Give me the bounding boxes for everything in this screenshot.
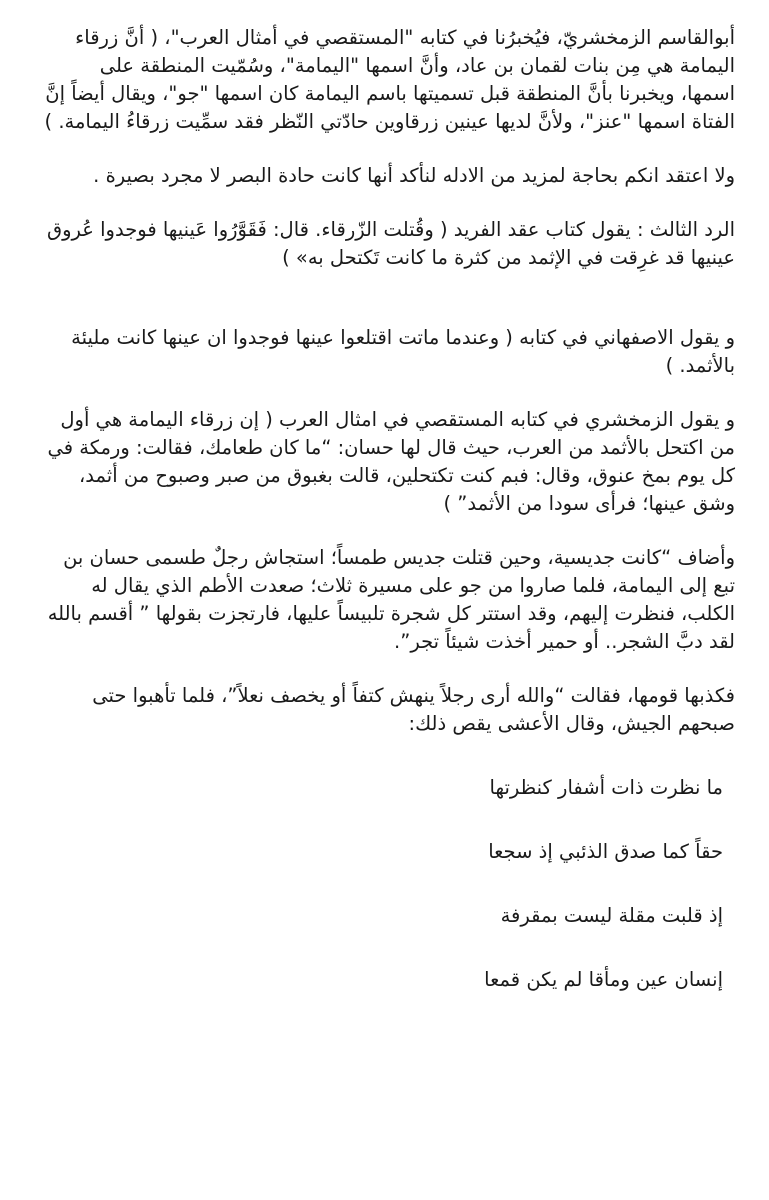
paragraph-jadis: وأضاف “كانت جديسية، وحين قتلت جديس طمساً؛ استجاش رجلٌ طسمى حسان بن تبع إلى اليمامة، فلما صاروا من جو على مسيرة ثلاث؛ صعدت الأطم الذي يقال له الكلب، فنظرت إليهم، وقد استتر كل شجرة تلبيساً عليها، فارتجزت بقولها ” أقسم بالله لقد دبَّ الشجر.. أو حمير أخذت شيئاً تجر”. <box>47 546 735 653</box>
paragraph-people-denied: فكذبها قومها، فقالت “والله أرى رجلاً ينهش كتفاً أو يخصف نعلاً”، فلما تأهبوا حتى صبحهم الجيش، وقال الأعشى يقص ذلك: <box>92 684 735 735</box>
paragraph-sharp-sight: ولا اعتقد انكم بحاجة لمزيد من الادله لنأكد أنها كانت حادة البصر لا مجرد بصيرة . <box>93 164 735 187</box>
verse-line-4: إنسان عين ومأقا لم يكن قمعا <box>484 968 723 991</box>
document-body <box>40 24 735 994</box>
verse-line-3: إذ قلبت مقلة ليست بمقرفة <box>500 904 723 927</box>
paragraph-isfahani: و يقول الاصفهاني في كتابه ( وعندما ماتت اقتلعوا عينها فوجدوا ان عينها كانت مليئة بالأثمد. ) <box>71 326 735 377</box>
paragraph-third-reply: الرد الثالث : يقول كتاب عقد الفريد ( وقُتلت الزّرقاء. قال: فَقَوَّرُوا عَينيها فوجدوا عُروق عينيها قد غرِقت في الإثمد من كثرة ما كانت تَكتحل به» ) <box>47 218 735 269</box>
paragraph-zamakhshari-kohl: و يقول الزمخشري في كتابه المستقصي في امثال العرب ( إن زرقاء اليمامة هي أول من اكتحل بالأثمد من العرب، حيث قال لها حسان: “ما كان طعامك، فقالت: ورمكة في كل يوم بمخ عنوق، وقال: فبم كنت تكتحلين، قالت بغبوق من صبر وصبوح من أثمد، وشق عينها؛ فرأى سودا من الأثمد” ) <box>47 408 735 515</box>
paragraph-zamakhshari-intro: أبوالقاسم الزمخشريّ، فيُخبرُنا في كتابه "المستقصي في أمثال العرب"، ( أنَّ زرقاء اليمامة هي مِن بنات لقمان بن عاد، وأنَّ اسمها "اليمامة"، وسُمّيت المنطقة على اسمها، ويخبرنا بأنَّ المنطقة قبل تسميتها باسم اليمامة كان اسمها "جو"، ويقال أيضاً إنَّ الفتاة اسمها "عنز"، ولأنَّ لديها عينين زرقاوين حادّتي النّظر فقد سمِّيت زرقاءُ اليمامة. ) <box>44 26 735 133</box>
verse-line-2: حقاً كما صدق الذئبي إذ سجعا <box>488 840 723 863</box>
verse-line-1: ما نظرت ذات أشفار كنظرتها <box>489 776 723 799</box>
